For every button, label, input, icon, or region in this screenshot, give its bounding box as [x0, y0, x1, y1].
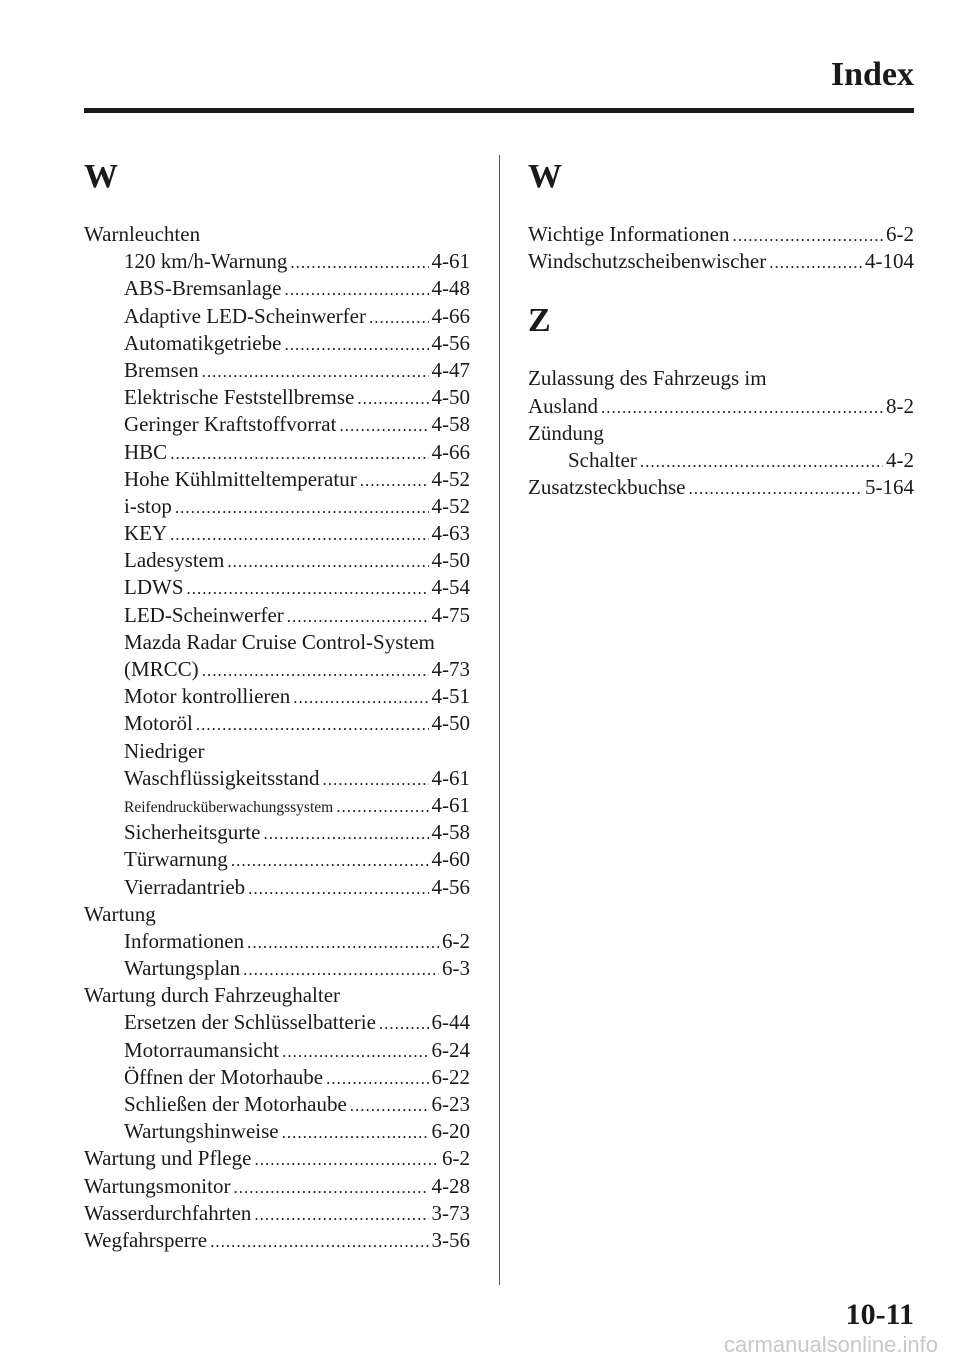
entry-label: Wegfahrsperre — [84, 1227, 208, 1252]
entry-label: Ersetzen der Schlüsselbatterie — [124, 1010, 376, 1035]
entry-label: Wartungsmonitor — [84, 1173, 231, 1198]
dot-leader — [196, 711, 429, 738]
dot-leader — [640, 448, 883, 475]
index-entry — [84, 330, 470, 357]
entry-label: Wartungshinweise — [124, 1119, 279, 1144]
entry-label: Schließen der Motorhaube — [124, 1092, 347, 1116]
dot-leader — [233, 1174, 428, 1201]
entry-label: Elektrische Feststellbremse — [124, 385, 355, 410]
dot-leader — [187, 575, 429, 602]
entry-page-ref: 3-56 — [431, 1227, 470, 1252]
entry-label: Motorraumansicht — [124, 1037, 280, 1062]
dot-leader — [210, 1228, 428, 1255]
entry-label: Automatikgetriebe — [124, 330, 282, 355]
index-entry — [84, 955, 470, 982]
index-entry — [528, 447, 914, 474]
dot-leader — [202, 358, 429, 385]
index-entry — [84, 493, 470, 520]
dot-leader — [601, 394, 883, 421]
dot-leader — [247, 929, 439, 956]
entry-label: i-stop — [124, 493, 172, 518]
entry-page-ref: 4-50 — [431, 385, 470, 410]
index-entry — [84, 439, 470, 466]
entry-page-ref: 4-61 — [431, 765, 470, 790]
entry-page-ref: 4-66 — [431, 439, 470, 464]
index-entry — [84, 221, 470, 248]
dot-leader — [284, 276, 428, 303]
index-entry — [528, 365, 914, 392]
dot-leader — [287, 603, 429, 630]
entry-label: KEY — [124, 521, 168, 546]
entry-page-ref: 6-22 — [431, 1064, 470, 1089]
dot-leader — [202, 657, 429, 684]
dot-leader — [284, 331, 428, 358]
entry-page-ref: 4-75 — [431, 602, 470, 627]
entry-page-ref: 4-63 — [431, 521, 470, 546]
dot-leader — [254, 1146, 439, 1173]
entry-page-ref: 4-52 — [431, 466, 470, 491]
entry-label: Hohe Kühlmitteltemperatur — [124, 466, 357, 491]
index-entry — [84, 411, 470, 438]
entry-label: Adaptive LED-Scheinwerfer — [124, 303, 366, 328]
entry-label: Wartung — [84, 901, 156, 926]
entry-label: ABS-Bremsanlage — [124, 276, 282, 301]
index-entry — [84, 1145, 470, 1172]
entry-page-ref: 4-28 — [431, 1173, 470, 1198]
entry-page-ref: 6-44 — [431, 1010, 470, 1035]
dot-leader — [254, 1201, 428, 1228]
index-entry — [84, 275, 470, 302]
dot-leader — [290, 249, 428, 276]
index-entry — [84, 683, 470, 710]
index-entry — [84, 1227, 470, 1254]
index-entry — [528, 393, 914, 420]
index-entry — [84, 792, 470, 819]
entry-page-ref: 4-104 — [865, 249, 914, 274]
index-entry — [84, 602, 470, 629]
index-entry — [84, 1091, 470, 1118]
entry-label: Wartungsplan — [124, 956, 241, 981]
index-entry — [84, 547, 470, 574]
entry-page-ref: 4-50 — [431, 548, 470, 573]
dot-leader — [322, 766, 428, 793]
dot-leader — [733, 222, 884, 249]
index-entry — [84, 629, 470, 656]
index-entry — [84, 982, 470, 1009]
dot-leader — [360, 467, 429, 494]
dot-leader — [769, 249, 862, 276]
entry-label: (MRCC) — [124, 657, 199, 681]
index-entry — [528, 474, 914, 501]
entry-page-ref: 6-20 — [431, 1119, 470, 1144]
index-entry — [84, 738, 470, 765]
entry-page-ref: 6-24 — [431, 1037, 470, 1062]
index-entry — [84, 248, 470, 275]
index-entry — [84, 901, 470, 928]
entry-label: LED-Scheinwerfer — [124, 602, 284, 627]
index-entry — [84, 656, 470, 683]
dot-leader — [688, 475, 862, 502]
dot-leader — [336, 793, 428, 820]
dot-leader — [248, 875, 428, 902]
entry-page-ref: 4-52 — [431, 493, 470, 518]
dot-leader — [263, 820, 428, 847]
entry-page-ref: 4-61 — [431, 249, 470, 274]
dot-leader — [243, 956, 439, 983]
entry-page-ref: 4-50 — [431, 711, 470, 736]
entry-label: 120 km/h-Warnung — [124, 249, 288, 274]
entry-label: Wasserdurchfahrten — [84, 1200, 252, 1225]
entry-page-ref: 5-164 — [865, 475, 914, 500]
index-entry — [84, 574, 470, 601]
dot-leader — [170, 521, 428, 548]
index-entry — [84, 874, 470, 901]
index-entry — [84, 1200, 470, 1227]
index-entry — [84, 928, 470, 955]
entry-label: Schalter — [568, 447, 637, 472]
entry-page-ref: 4-2 — [886, 447, 914, 472]
entry-label: LDWS — [124, 575, 184, 600]
entry-page-ref: 6-23 — [431, 1092, 470, 1116]
dot-leader — [326, 1065, 428, 1092]
entry-page-ref: 4-47 — [431, 357, 470, 382]
dot-leader — [282, 1119, 429, 1146]
entry-label: Vierradantrieb — [124, 874, 246, 899]
entry-page-ref: 6-3 — [442, 956, 470, 981]
entry-page-ref: 8-2 — [886, 393, 914, 418]
page-number: 10-11 — [845, 1298, 914, 1331]
dot-leader — [175, 494, 429, 521]
entry-page-ref: 4-58 — [431, 820, 470, 845]
entry-page-ref: 6-2 — [442, 1146, 470, 1171]
entry-label: Bremsen — [124, 357, 199, 382]
index-entry — [84, 357, 470, 384]
entry-label: Niedriger — [124, 738, 205, 763]
entry-list — [528, 221, 914, 275]
entry-label: Mazda Radar Cruise Control-System — [124, 629, 435, 654]
entry-label: Sicherheitsgurte — [124, 820, 261, 845]
entry-list — [528, 365, 914, 501]
index-entry — [84, 1173, 470, 1200]
entry-label: Öffnen der Motorhaube — [124, 1064, 324, 1089]
entry-label: Wartung durch Fahrzeughalter — [84, 983, 341, 1008]
dot-leader — [357, 385, 428, 412]
entry-label: Zulassung des Fahrzeugs im — [528, 366, 767, 391]
entry-label: Warnleuchten — [84, 222, 201, 246]
index-entry — [84, 1064, 470, 1091]
column-divider — [499, 155, 500, 1285]
dot-leader — [282, 1038, 428, 1065]
index-entry — [84, 819, 470, 846]
index-entry — [84, 466, 470, 493]
entry-label: Zündung — [528, 420, 604, 445]
index-column-left — [84, 157, 470, 1254]
entry-page-ref: 3-73 — [431, 1200, 470, 1225]
index-entry — [84, 1118, 470, 1145]
dot-leader — [350, 1092, 429, 1119]
entry-label: Reifendrucküberwachungssystem — [124, 798, 334, 816]
index-entry — [84, 765, 470, 792]
entry-page-ref: 4-56 — [431, 330, 470, 355]
index-column-right — [528, 157, 914, 501]
entry-label: Ladesystem — [124, 548, 225, 573]
dot-leader — [339, 412, 428, 439]
index-entry — [84, 384, 470, 411]
index-entry — [84, 846, 470, 873]
entry-list — [84, 221, 470, 1254]
entry-page-ref: 4-58 — [431, 412, 470, 437]
dot-leader — [379, 1010, 429, 1037]
entry-page-ref: 4-56 — [431, 874, 470, 899]
entry-page-ref: 4-66 — [431, 303, 470, 328]
section-letter: Z — [528, 302, 551, 340]
entry-label: Wichtige Informationen — [528, 222, 730, 246]
entry-label: Windschutzscheibenwischer — [528, 249, 767, 274]
entry-label: HBC — [124, 439, 168, 464]
index-entry — [528, 221, 914, 248]
dot-leader — [369, 304, 429, 331]
entry-page-ref: 4-48 — [431, 276, 470, 301]
dot-leader — [231, 847, 429, 874]
index-entry — [528, 420, 914, 447]
entry-page-ref: 4-73 — [431, 657, 470, 681]
section-letter: W — [84, 158, 118, 195]
index-entry — [84, 303, 470, 330]
entry-label: Informationen — [124, 928, 245, 953]
index-entry — [528, 248, 914, 275]
entry-label: Geringer Kraftstoffvorrat — [124, 412, 337, 437]
entry-page-ref: 4-54 — [431, 575, 470, 600]
entry-page-ref: 4-51 — [431, 684, 470, 709]
index-entry — [84, 520, 470, 547]
header-rule — [84, 108, 914, 113]
dot-leader — [227, 548, 428, 575]
index-entry — [84, 710, 470, 737]
entry-page-ref: 4-61 — [431, 792, 470, 817]
entry-page-ref: 6-2 — [886, 222, 914, 246]
entry-label: Motoröl — [124, 711, 193, 736]
section-letter: W — [528, 158, 562, 195]
index-entry — [84, 1037, 470, 1064]
entry-label: Wartung und Pflege — [84, 1146, 252, 1171]
entry-label: Motor kontrollieren — [124, 684, 291, 709]
dot-leader — [293, 684, 428, 711]
entry-label: Ausland — [528, 393, 598, 418]
watermark: carmanualsonline.info — [723, 1332, 938, 1357]
index-entry — [84, 1009, 470, 1036]
entry-label: Waschflüssigkeitsstand — [124, 765, 320, 790]
entry-page-ref: 4-60 — [431, 847, 470, 872]
entry-page-ref: 6-2 — [442, 928, 470, 953]
dot-leader — [170, 440, 428, 467]
entry-label: Türwarnung — [124, 847, 228, 872]
entry-label: Zusatzsteckbuchse — [528, 475, 686, 500]
page-title: Index — [830, 56, 914, 93]
